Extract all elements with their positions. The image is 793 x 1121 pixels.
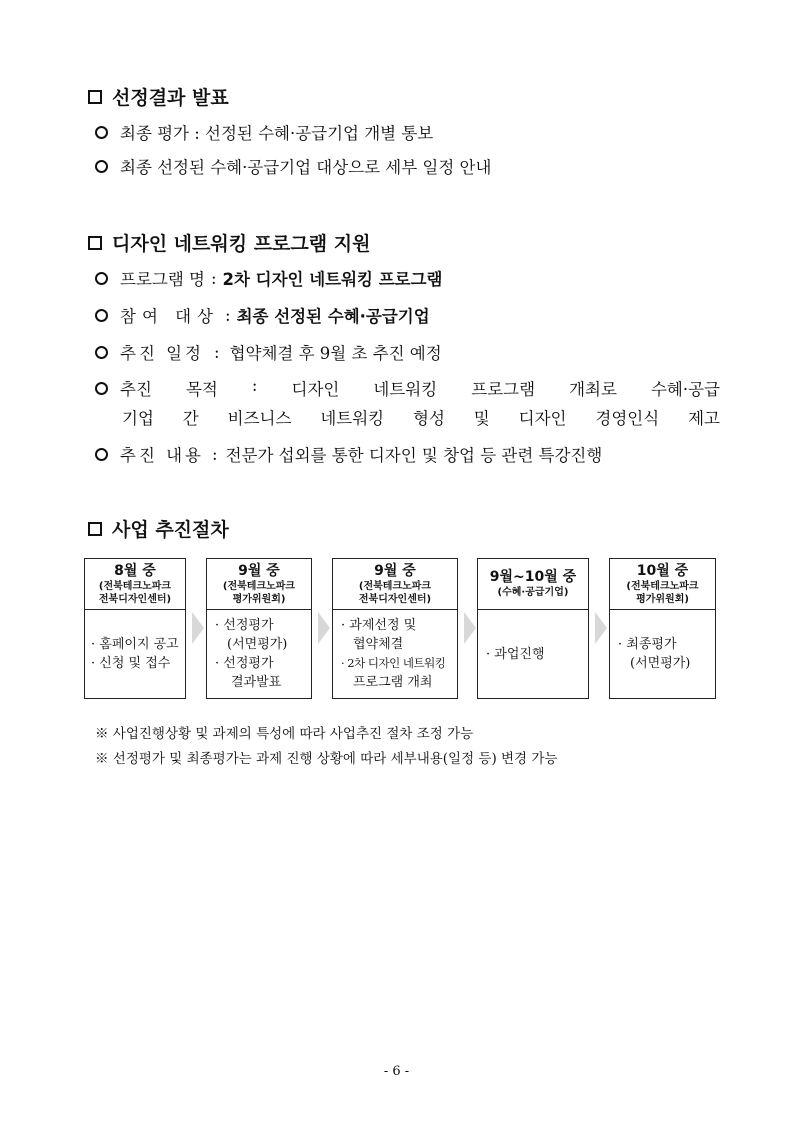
arrow-right-icon <box>318 612 330 644</box>
step-body: · 과업진행 <box>486 646 545 662</box>
bullet-item: 추진 일정 : 협약체결 후 9월 초 추진 예정 <box>95 340 442 364</box>
circle-bullet-icon <box>95 448 108 461</box>
step-header: 10월 중 (전북테크노파크 평가위원회) <box>610 559 715 610</box>
circle-bullet-icon <box>95 272 108 285</box>
procedure-step <box>477 558 589 699</box>
circle-bullet-icon <box>95 309 108 322</box>
step-header: 8월 중 (전북테크노파크 전북디자인센터) <box>85 559 185 610</box>
bullet-item: 최종 평가 : 선정된 수혜·공급기업 개별 통보 <box>95 120 433 144</box>
circle-bullet-icon <box>95 382 108 395</box>
procedure-step <box>206 558 312 699</box>
note-evaluation-change: ※ 선정평가 및 최종평가는 과제 진행 상황에 따라 세부내용(일정 등) 변경 가능 <box>95 751 558 767</box>
square-bullet-icon <box>88 522 102 536</box>
square-bullet-icon <box>88 90 102 104</box>
bullet-item: 프로그램 명 : 2차 디자인 네트워킹 프로그램 <box>95 266 443 290</box>
page-number: - 6 - <box>383 1064 410 1079</box>
arrow-right-icon <box>464 612 476 644</box>
step-header: 9월 중 (전북테크노파크 평가위원회) <box>207 559 311 610</box>
circle-bullet-icon <box>95 346 108 359</box>
justified-continuation-line: 기업 간 비즈니스 네트워킹 형성 및 디자인 경영인식 제고 <box>122 409 720 428</box>
arrow-right-icon <box>192 612 204 644</box>
arrow-right-icon <box>595 612 607 644</box>
section-title-selection-result: 선정결과 발표 <box>88 83 229 110</box>
bullet-item: 참여 대상 : 최종 선정된 수혜·공급기업 <box>95 303 430 327</box>
step-body: · 과제선정 및 협약체결 · 2차 디자인 네트워킹 프로그램 개최 <box>341 618 446 690</box>
justified-line: 추진 목적 : 디자인 네트워킹 프로그램 개최로 수혜·공급 <box>120 376 720 399</box>
step-body: · 선정평가 (서면평가) · 선정평가 결과발표 <box>215 618 288 690</box>
bullet-item: 추진 내용 : 전문가 섭외를 통한 디자인 및 창업 등 관련 특강진행 <box>95 442 602 466</box>
section-title-networking: 디자인 네트워킹 프로그램 지원 <box>88 229 370 256</box>
procedure-step <box>84 558 186 699</box>
step-body: · 홈페이지 공고 · 신청 및 접수 <box>91 637 179 671</box>
section-title-procedure: 사업 추진절차 <box>88 515 229 542</box>
step-header: 9월~10월 중 (수혜·공급기업) <box>478 559 588 610</box>
square-bullet-icon <box>88 236 102 250</box>
bullet-item <box>95 376 720 400</box>
procedure-step <box>609 558 716 699</box>
step-header: 9월 중 (전북테크노파크 전북디자인센터) <box>333 559 457 610</box>
procedure-step <box>332 558 458 699</box>
circle-bullet-icon <box>95 160 108 173</box>
bullet-item: 최종 선정된 수혜·공급기업 대상으로 세부 일정 안내 <box>95 154 491 178</box>
note-procedure-adjustment: ※ 사업진행상황 및 과제의 특성에 따라 사업추진 절차 조정 가능 <box>95 726 474 742</box>
circle-bullet-icon <box>95 126 108 139</box>
step-body: · 최종평가 (서면평가) <box>618 637 691 671</box>
